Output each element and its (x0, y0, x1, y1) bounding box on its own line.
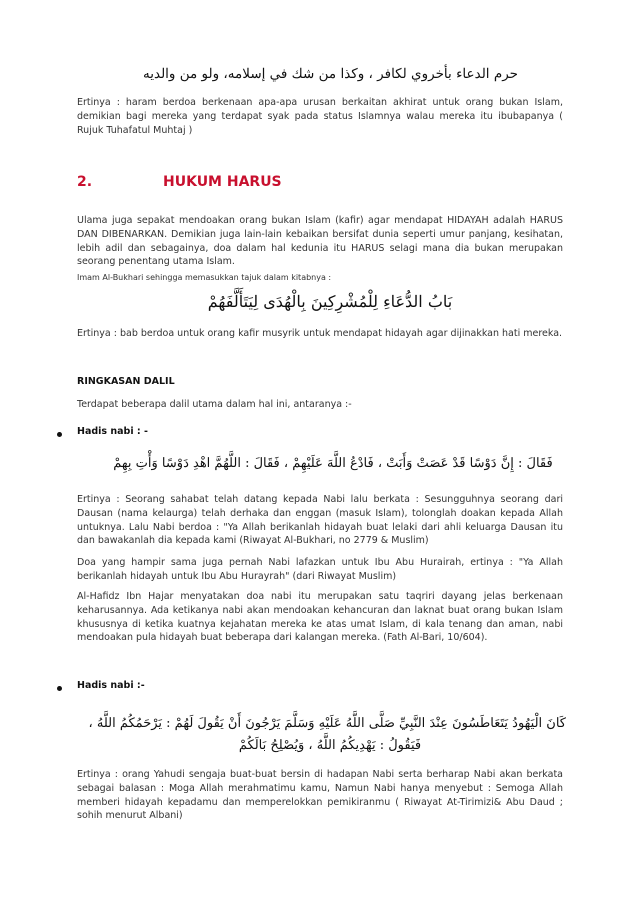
ulama-paragraph: Ulama juga sepakat mendoakan orang bukan Islam (kafir) agar mendapat HIDAYAH adalah HARUS DAN DIBENARKAN. Demikian juga lain-lain kebaikan bersifat dunia seperti umur panjang, kesihatan, lebih adil dan sebagainya, doa dalam hal kedunia itu HARUS selagi mana dia bukan merupakan seorang penentang utama Islam. (77, 215, 563, 268)
arabic-bab-title: بَابُ الدُّعَاءِ لِلْمُشْرِكِينَ بِالْهُدَى لِيَتَأَلَّفَهُمْ (207, 292, 453, 311)
translation-paragraph-1: Ertinya : haram berdoa berkenaan apa-apa urusan berkaitan akhirat untuk orang bukan Islam, demikian bagi mereka yang terdapat syak pada status Islamnya walau mereka itu ibubapanya ( Rujuk Tuhafatul Muhtaj ) (77, 97, 563, 136)
section-number: 2. (77, 174, 93, 190)
arabic-heading-line: حرم الدعاء بأخروي لكافر ، وكذا من شك في إسلامه، ولو من والديه (142, 66, 518, 82)
doa-paragraph: Doa yang hampir sama juga pernah Nabi lafazkan untuk Ibu Abu Hurairah, ertinya : "Ya Allah berikanlah hidayah untuk Ibu Abu Hurayrah" (dari Riwayat Muslim) (77, 557, 563, 582)
arabic-hadith-1: فَقَالَ : إِنَّ دَوْسًا قَدْ عَصَتْ وَأَبَتْ ، فَادْعُ اللَّهَ عَلَيْهِمْ ، فَقَالَ : اللَّهُمَّ اهْدِ دَوْسًا وَأْتِ بِهِمْ (113, 456, 553, 471)
arabic-hadith-2-line-2: فَيَقُولُ : يَهْدِيكُمُ اللَّهُ ، وَيُصْلِحُ بَالَكُمْ (238, 738, 422, 753)
alhafidz-paragraph: Al-Hafidz Ibn Hajar menyatakan doa nabi itu merupakan satu taqriri dayang jelas berkenaan keharusannya. Ada ketikanya nabi akan mendoakan kehancuran dan laknat buat orang bukan Islam khususnya di ketika kuatnya kejahatan mereka ke atas umat Islam, di kala tenang dan aman, nabi mendoakan pula hidayah buat beberapa dari kalangan mereka. (Fath Al-Bari, 10/604). (77, 591, 563, 644)
hadis-heading-1: Hadis nabi : - (77, 426, 148, 437)
section-title: HUKUM HARUS (163, 174, 282, 190)
translation-paragraph-3: Ertinya : Seorang sahabat telah datang kepada Nabi lalu berkata : Sesungguhnya seorang dari Dausan (nama kelaurga) telah derhaka dan enggan (masuk Islam), tolonglah doakan kepada Allah untuknya. Lalu Nabi berdoa : "Ya Allah berikanlah hidayah buat lelaki dari ahli keluarga Dausan itu dan bawakanlah dia kepada kami (Riwayat Al-Bukhari, no 2779 & Muslim) (77, 494, 563, 547)
bullet-icon (57, 686, 62, 691)
imam-bukhari-note: Imam Al-Bukhari sehingga memasukkan tajuk dalam kitabnya : (77, 273, 332, 282)
ringkasan-heading: RINGKASAN DALIL (77, 376, 175, 387)
hadis-heading-2: Hadis nabi :- (77, 680, 145, 691)
translation-paragraph-2: Ertinya : bab berdoa untuk orang kafir musyrik untuk mendapat hidayah agar dijinakkan hati mereka. (77, 328, 563, 339)
arabic-hadith-2-line-1: كَانَ الْيَهُودُ يَتَعَاطَسُونَ عِنْدَ النَّبِيِّ صَلَّى اللَّهُ عَلَيْهِ وَسَلَّمَ يَرْجُونَ أَنْ يَقُولَ لَهُمْ : يَرْحَمُكُمُ اللَّهُ ، (88, 716, 566, 731)
translation-paragraph-4: Ertinya : orang Yahudi sengaja buat-buat bersin di hadapan Nabi serta berharap Nabi akan berkata sebagai balasan : Moga Allah merahmatimu kamu, Namun Nabi hanya menyebut : Semoga Allah memberi hidayah kepadamu dan memperelokkan pemikiranmu ( Riwayat At-Tirimizi& Abu Daud ; sohih menurut Albani) (77, 769, 563, 822)
terdapat-paragraph: Terdapat beberapa dalil utama dalam hal ini, antaranya :- (77, 399, 352, 410)
bullet-icon (57, 432, 62, 437)
